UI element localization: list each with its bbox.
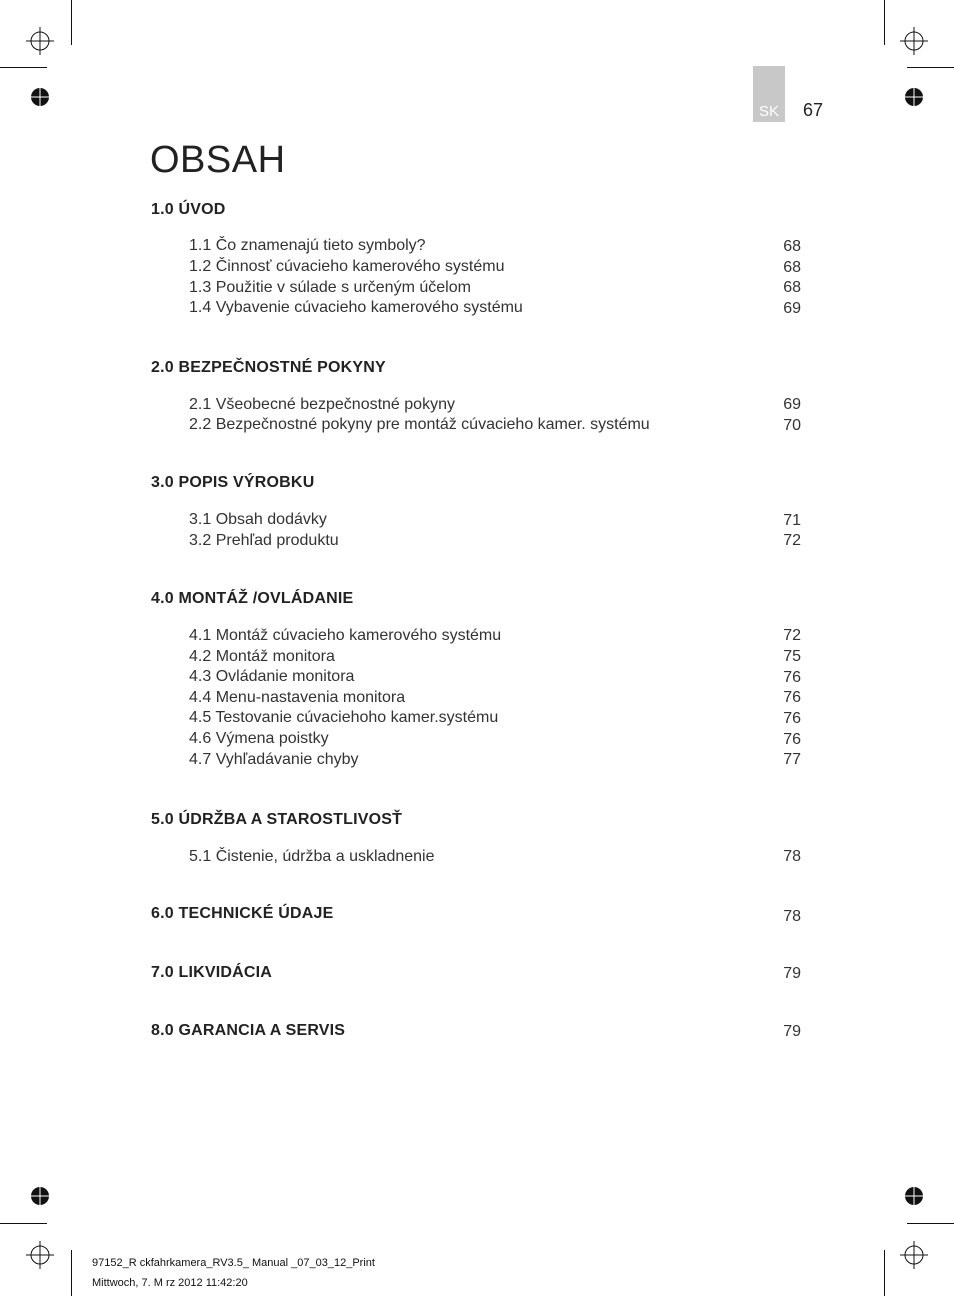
toc-item-page: 75 [783, 648, 801, 665]
toc-item-label: 4.5 Testovanie cúvaciehoho kamer.systému [189, 709, 499, 726]
toc-item-label: 1.1 Čo znamenajú tieto symboly? [189, 237, 426, 254]
toc-item-label: 2.1 Všeobecné bezpečnostné pokyny [189, 396, 455, 413]
toc-section-page: 78 [783, 908, 801, 925]
page-number: 67 [803, 100, 824, 120]
toc-item-label: 3.2 Prehľad produktu [189, 532, 339, 549]
toc-section-page: 79 [783, 965, 801, 982]
toc-item-page: 71 [783, 512, 801, 529]
toc-item-label: 4.6 Výmena poistky [189, 730, 329, 747]
toc-item-page: 69 [783, 396, 801, 413]
toc-section-heading: 1.0 ÚVOD [151, 201, 226, 218]
toc-item-page: 76 [783, 669, 801, 686]
toc-item-label: 2.2 Bezpečnostné pokyny pre montáž cúvacieho kamer. systému [189, 416, 650, 433]
toc-section-heading: 8.0 GARANCIA A SERVIS [151, 1022, 346, 1039]
toc-item-page: 76 [783, 731, 801, 748]
toc-item-label: 1.3 Použitie v súlade s určeným účelom [189, 279, 471, 296]
print-slug-line-2: Mittwoch, 7. M rz 2012 11:42:20 [92, 1277, 248, 1289]
toc-item-page: 72 [783, 627, 801, 644]
toc-item-page: 68 [783, 238, 801, 255]
toc-item-page: 69 [783, 300, 801, 317]
toc-item-page: 76 [783, 689, 801, 706]
toc-item-page: 72 [783, 532, 801, 549]
toc-item-page: 70 [783, 417, 801, 434]
toc-item-label: 4.2 Montáž monitora [189, 648, 335, 665]
toc-item-page: 76 [783, 710, 801, 727]
toc-item-label: 4.3 Ovládanie monitora [189, 668, 355, 685]
toc-section-heading: 6.0 TECHNICKÉ ÚDAJE [151, 905, 334, 922]
toc-section-heading: 5.0 ÚDRŽBA A STAROSTLIVOSŤ [151, 811, 403, 828]
toc-item-label: 1.4 Vybavenie cúvacieho kamerového systému [189, 299, 523, 316]
toc-item-label: 4.7 Vyhľadávanie chyby [189, 751, 359, 768]
language-tab-label: SK [758, 103, 779, 120]
toc-item-label: 3.1 Obsah dodávky [189, 511, 327, 528]
toc-item-label: 4.1 Montáž cúvacieho kamerového systému [189, 627, 502, 644]
toc-section-heading: 4.0 MONTÁŽ /OVLÁDANIE [151, 590, 354, 607]
toc-item-page: 77 [783, 751, 801, 768]
toc-section-page: 79 [783, 1023, 801, 1040]
toc-item-label: 5.1 Čistenie, údržba a uskladnenie [189, 848, 435, 865]
toc-item-page: 78 [783, 848, 801, 865]
print-slug-line-1: 97152_R ckfahrkamera_RV3.5_ Manual _07_03_12_Print [92, 1257, 375, 1269]
toc-item-page: 68 [783, 279, 801, 296]
toc-section-heading: 7.0 LIKVIDÁCIA [151, 964, 273, 981]
toc-item-label: 4.4 Menu-nastavenia monitora [189, 689, 406, 706]
toc-item-page: 68 [783, 259, 801, 276]
toc-section-heading: 3.0 POPIS VÝROBKU [151, 474, 315, 491]
toc-section-heading: 2.0 BEZPEČNOSTNÉ POKYNY [151, 359, 386, 376]
toc-item-label: 1.2 Činnosť cúvacieho kamerového systému [189, 258, 505, 275]
page-title: OBSAH [150, 139, 286, 181]
